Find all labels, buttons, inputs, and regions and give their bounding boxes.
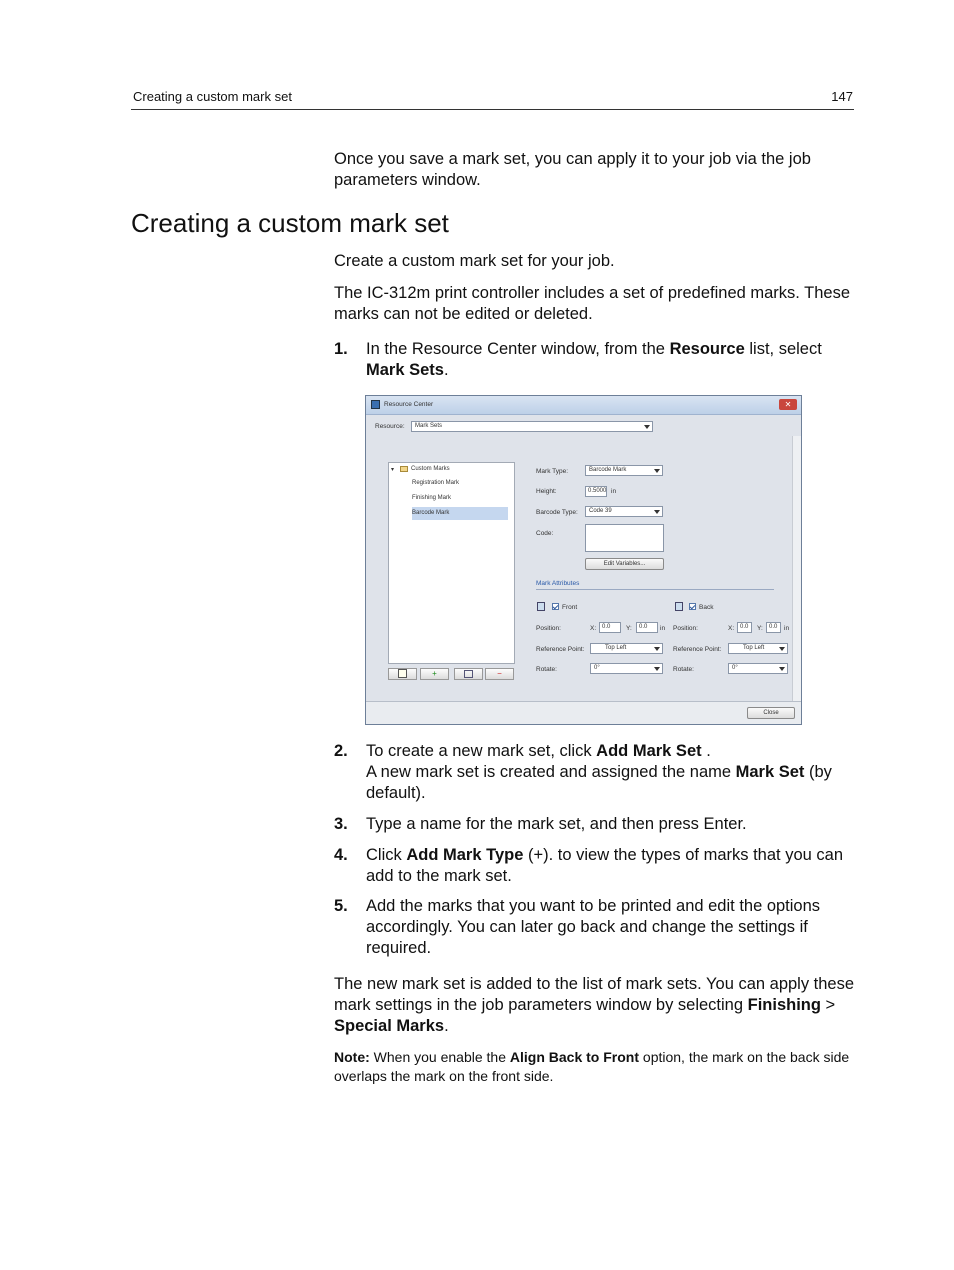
add-mark-set-button[interactable] (388, 668, 417, 680)
note-bold: Align Back to Front (509, 1049, 640, 1065)
x-label: X: (728, 625, 735, 632)
bottom-bar (366, 701, 801, 724)
back-page-icon (675, 602, 683, 611)
rotate-value: 0° (732, 665, 738, 671)
running-title: Creating a custom mark set (133, 89, 292, 104)
step-number: 2. (334, 742, 348, 760)
step-bold: Add Mark Set (596, 742, 702, 760)
y-label: Y: (757, 625, 763, 632)
delete-button[interactable] (485, 668, 514, 680)
barcode-type-dropdown[interactable] (585, 506, 663, 517)
step-bold: Mark Set (735, 763, 805, 781)
mark-tree-panel (388, 462, 515, 664)
barcode-type-label: Barcode Type: (536, 509, 578, 516)
front-y-input[interactable]: 0.0 (636, 622, 658, 633)
step-text: . (701, 742, 711, 760)
back-rotate-dropdown[interactable] (728, 663, 788, 674)
step-bold: Add Mark Type (406, 846, 524, 864)
back-checkbox[interactable] (689, 603, 696, 610)
mark-attributes-heading: Mark Attributes (536, 580, 580, 587)
position-unit: in (784, 625, 790, 632)
mark-type-label: Mark Type: (536, 468, 569, 475)
para-bold: Special Marks (334, 1017, 445, 1035)
close-icon[interactable]: ✕ (779, 399, 797, 410)
para-bold: Finishing (747, 996, 821, 1014)
chevron-down-icon (644, 425, 650, 429)
new-set-icon (398, 669, 407, 678)
step-text: A new mark set is created and assigned the name (366, 763, 736, 781)
minus-icon: − (497, 669, 502, 678)
paragraph-1: Create a custom mark set for your job. (334, 252, 615, 270)
reference-point-value: Top Left (605, 645, 627, 651)
chevron-down-icon (779, 647, 785, 651)
step-text: Type a name for the mark set, and then press Enter. (366, 815, 747, 833)
front-checkbox[interactable] (552, 603, 559, 610)
reference-point-label: Reference Point: (536, 646, 585, 653)
step-1 (334, 339, 856, 381)
note-label: Note: (334, 1049, 370, 1065)
running-header (133, 89, 853, 104)
plus-icon: + (432, 669, 437, 678)
code-textarea[interactable] (585, 524, 664, 552)
paragraph-3 (334, 974, 856, 1037)
step-number: 5. (334, 897, 348, 915)
folder-icon (400, 466, 408, 472)
title-bar (366, 396, 801, 415)
barcode-type-value: Code 39 (589, 508, 612, 514)
edit-variables-button[interactable]: Edit Variables... (585, 558, 664, 570)
expand-arrow-icon[interactable]: ▾ (391, 467, 395, 473)
step-bold: Resource (669, 340, 745, 358)
back-label: Back (699, 604, 714, 611)
rotate-value: 0° (594, 665, 600, 671)
para-text: . (444, 1017, 449, 1035)
step-5 (334, 896, 856, 959)
step-bold: Mark Sets (366, 361, 444, 379)
back-x-input[interactable]: 0.0 (737, 622, 752, 633)
step-2 (334, 741, 856, 804)
para-text: The new mark set is added to the list of mark sets. You can apply these mark settings in the job parameters window by selecting (334, 975, 855, 1014)
position-label: Position: (673, 625, 698, 632)
reference-point-label: Reference Point: (673, 646, 722, 653)
rotate-label: Rotate: (536, 666, 557, 673)
back-reference-point-dropdown[interactable] (728, 643, 788, 654)
paragraph-2: The IC-312m print controller includes a set of predefined marks. These marks can not be edited or deleted. (334, 284, 851, 323)
tree-root[interactable]: Custom Marks (411, 466, 450, 472)
front-reference-point-dropdown[interactable] (590, 643, 663, 654)
copy-icon (464, 670, 473, 678)
divider (536, 589, 774, 590)
step-number: 3. (334, 815, 348, 833)
front-label: Front (562, 604, 578, 611)
chevron-down-icon (654, 647, 660, 651)
resource-dropdown[interactable] (411, 421, 653, 432)
para-text: > (820, 996, 836, 1014)
front-page-icon (537, 602, 545, 611)
header-rule (131, 109, 854, 110)
chevron-down-icon (654, 667, 660, 671)
step-text: (by default). (366, 763, 832, 802)
rotate-label: Rotate: (673, 666, 694, 673)
height-label: Height: (536, 488, 557, 495)
page-number: 147 (831, 89, 853, 104)
y-label: Y: (626, 625, 632, 632)
chevron-down-icon (779, 667, 785, 671)
step-text: To create a new mark set, click (366, 742, 597, 760)
code-label: Code: (536, 530, 554, 537)
close-button[interactable]: Close (747, 707, 795, 719)
window-title: Resource Center (384, 401, 434, 408)
chevron-down-icon (654, 510, 660, 514)
front-x-input[interactable]: 0.0 (599, 622, 621, 633)
app-icon (371, 400, 380, 409)
step-4 (334, 845, 856, 887)
reference-point-value: Top Left (743, 645, 765, 651)
height-input[interactable]: 0.5000 (585, 486, 607, 497)
tree-item-selected[interactable]: Barcode Mark (412, 507, 508, 520)
add-mark-type-button[interactable] (420, 668, 449, 680)
resource-center-window (365, 395, 802, 725)
note-text: When you enable the (369, 1049, 510, 1065)
duplicate-button[interactable] (454, 668, 483, 680)
step-text: (+). to view the types of marks that you can add to the mark set. (366, 846, 843, 885)
note (334, 1048, 854, 1085)
position-unit: in (660, 625, 666, 632)
step-text: list, select (744, 340, 822, 358)
section-heading: Creating a custom mark set (131, 208, 449, 238)
front-rotate-dropdown[interactable] (590, 663, 663, 674)
step-number: 1. (334, 340, 348, 358)
intro-paragraph: Once you save a mark set, you can apply it to your job via the job parameters window. (334, 150, 811, 189)
step-3 (334, 814, 856, 835)
height-unit: in (611, 488, 617, 495)
mark-type-dropdown[interactable] (585, 465, 663, 476)
tree-item[interactable]: Finishing Mark (412, 495, 452, 501)
chevron-down-icon (654, 469, 660, 473)
scrollbar[interactable] (792, 436, 801, 708)
step-text: In the Resource Center window, from the (366, 340, 670, 358)
step-number: 4. (334, 846, 348, 864)
step-text: Add the marks that you want to be printed and edit the options accordingly. You can later go back and change the settings if required. (366, 897, 821, 957)
resource-label: Resource: (375, 423, 405, 430)
step-text: Click (366, 846, 407, 864)
tree-item[interactable]: Registration Mark (412, 480, 460, 486)
position-label: Position: (536, 625, 561, 632)
note-text: option, the mark on the back side overlaps the mark on the front side. (334, 1049, 850, 1084)
step-text: . (443, 361, 449, 379)
resource-value: Mark Sets (415, 423, 443, 429)
back-y-input[interactable]: 0.0 (766, 622, 781, 633)
mark-type-value: Barcode Mark (589, 467, 627, 473)
x-label: X: (590, 625, 597, 632)
